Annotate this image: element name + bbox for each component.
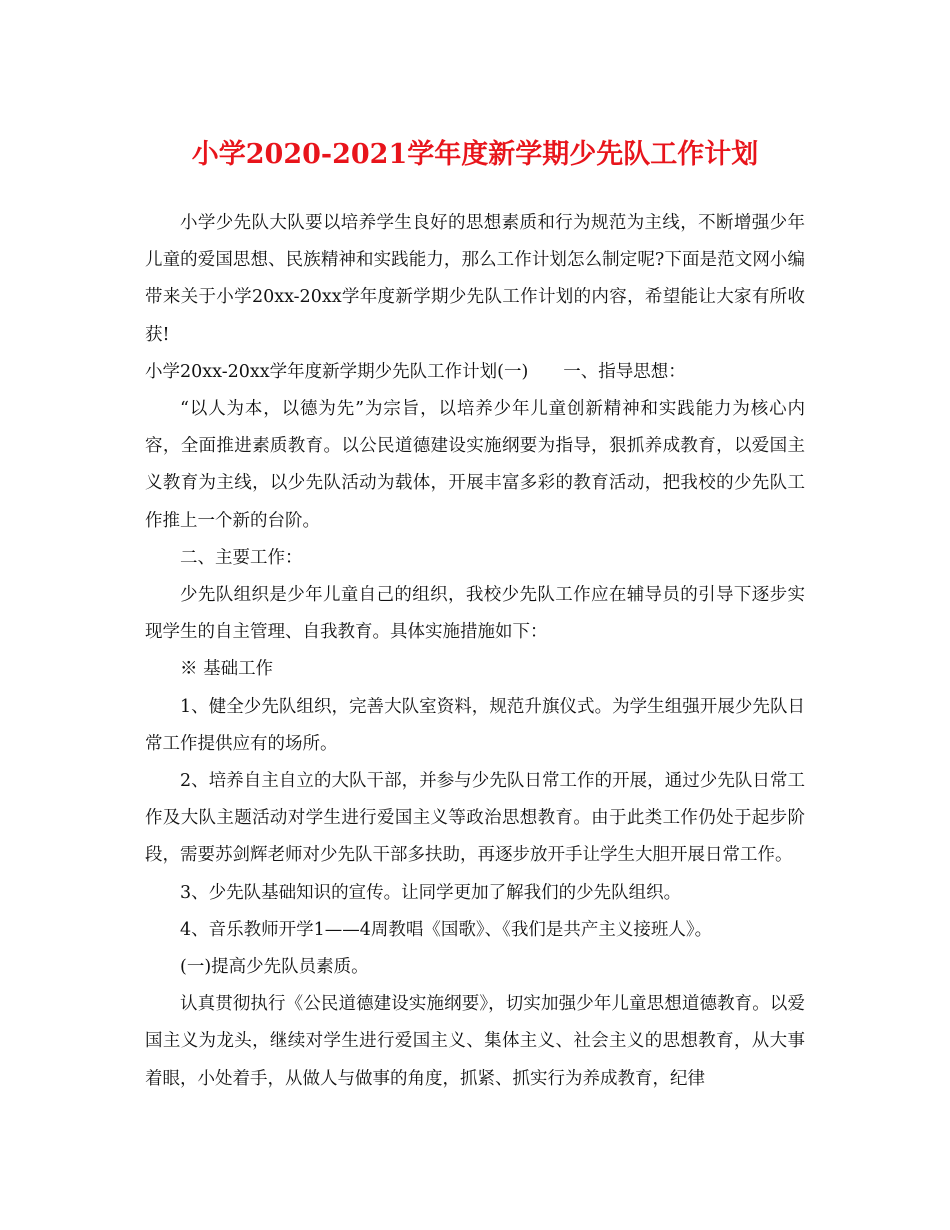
item-2-paragraph: 2、培养自主自立的大队干部，并参与少先队日常工作的开展，通过少先队日常工作及大队主题活动对学生进行爱国主义等政治思想教育。由于此类工作仍处于起步阶段，需要苏剑辉老师对少先队干部多扶助，再逐步放开手让学生大胆开展日常工作。 xyxy=(145,771,805,866)
main-work-heading: 二、主要工作： xyxy=(180,547,303,568)
item-3-paragraph: 3、少先队基础知识的宣传。让同学更加了解我们的少先队组织。 xyxy=(180,882,682,903)
item-4-paragraph: 4、音乐教师开学1——4周教唱《国歌》、《我们是共产主义接班人》。 xyxy=(180,919,713,940)
intro-paragraph: 小学少先队大队要以培养学生良好的思想素质和行为规范为主线，不断增强少年儿童的爱国思想、民族精神和实践能力，那么工作计划怎么制定呢?下面是范文网小编带来关于小学20xx-20xx学年度新学期少先队工作计划的内容，希望能让大家有所收获! xyxy=(145,213,805,345)
guiding-thought-paragraph: “以人为本，以德为先”为宗旨，以培养少年儿童创新精神和实践能力为核心内容，全面推进素质教育。以公民道德建设实施纲要为指导，狠抓养成教育，以爱国主义教育为主线，以少先队活动为载体，开展丰富多彩的教育活动，把我校的少先队工作推上一个新的台阶。 xyxy=(145,399,805,531)
document-body xyxy=(145,205,805,1098)
moral-education-paragraph: 认真贯彻执行《公民道德建设实施纲要》，切实加强少年儿童思想道德教育。以爱国主义为龙头，继续对学生进行爱国主义、集体主义、社会主义的思想教育，从大事着眼，小处着手，从做人与做事的角度，抓紧、抓实行为养成教育，纪律 xyxy=(145,994,805,1089)
section-1-heading: (一)提高少先队员素质。 xyxy=(180,957,369,978)
basic-work-heading: ※ 基础工作 xyxy=(180,659,274,680)
document-title: 小学2020-2021学年度新学期少先队工作计划 xyxy=(191,139,759,170)
plan-heading-paragraph: 小学20xx-20xx学年度新学期少先队工作计划(一) 一、指导思想： xyxy=(145,361,686,382)
item-1-paragraph: 1、健全少先队组织，完善大队室资料，规范升旗仪式。为学生组强开展少先队日常工作提供应有的场所。 xyxy=(145,696,805,754)
organization-paragraph: 少先队组织是少年儿童自己的组织，我校少先队工作应在辅导员的引导下逐步实现学生的自主管理、自我教育。具体实施措施如下： xyxy=(145,585,805,643)
